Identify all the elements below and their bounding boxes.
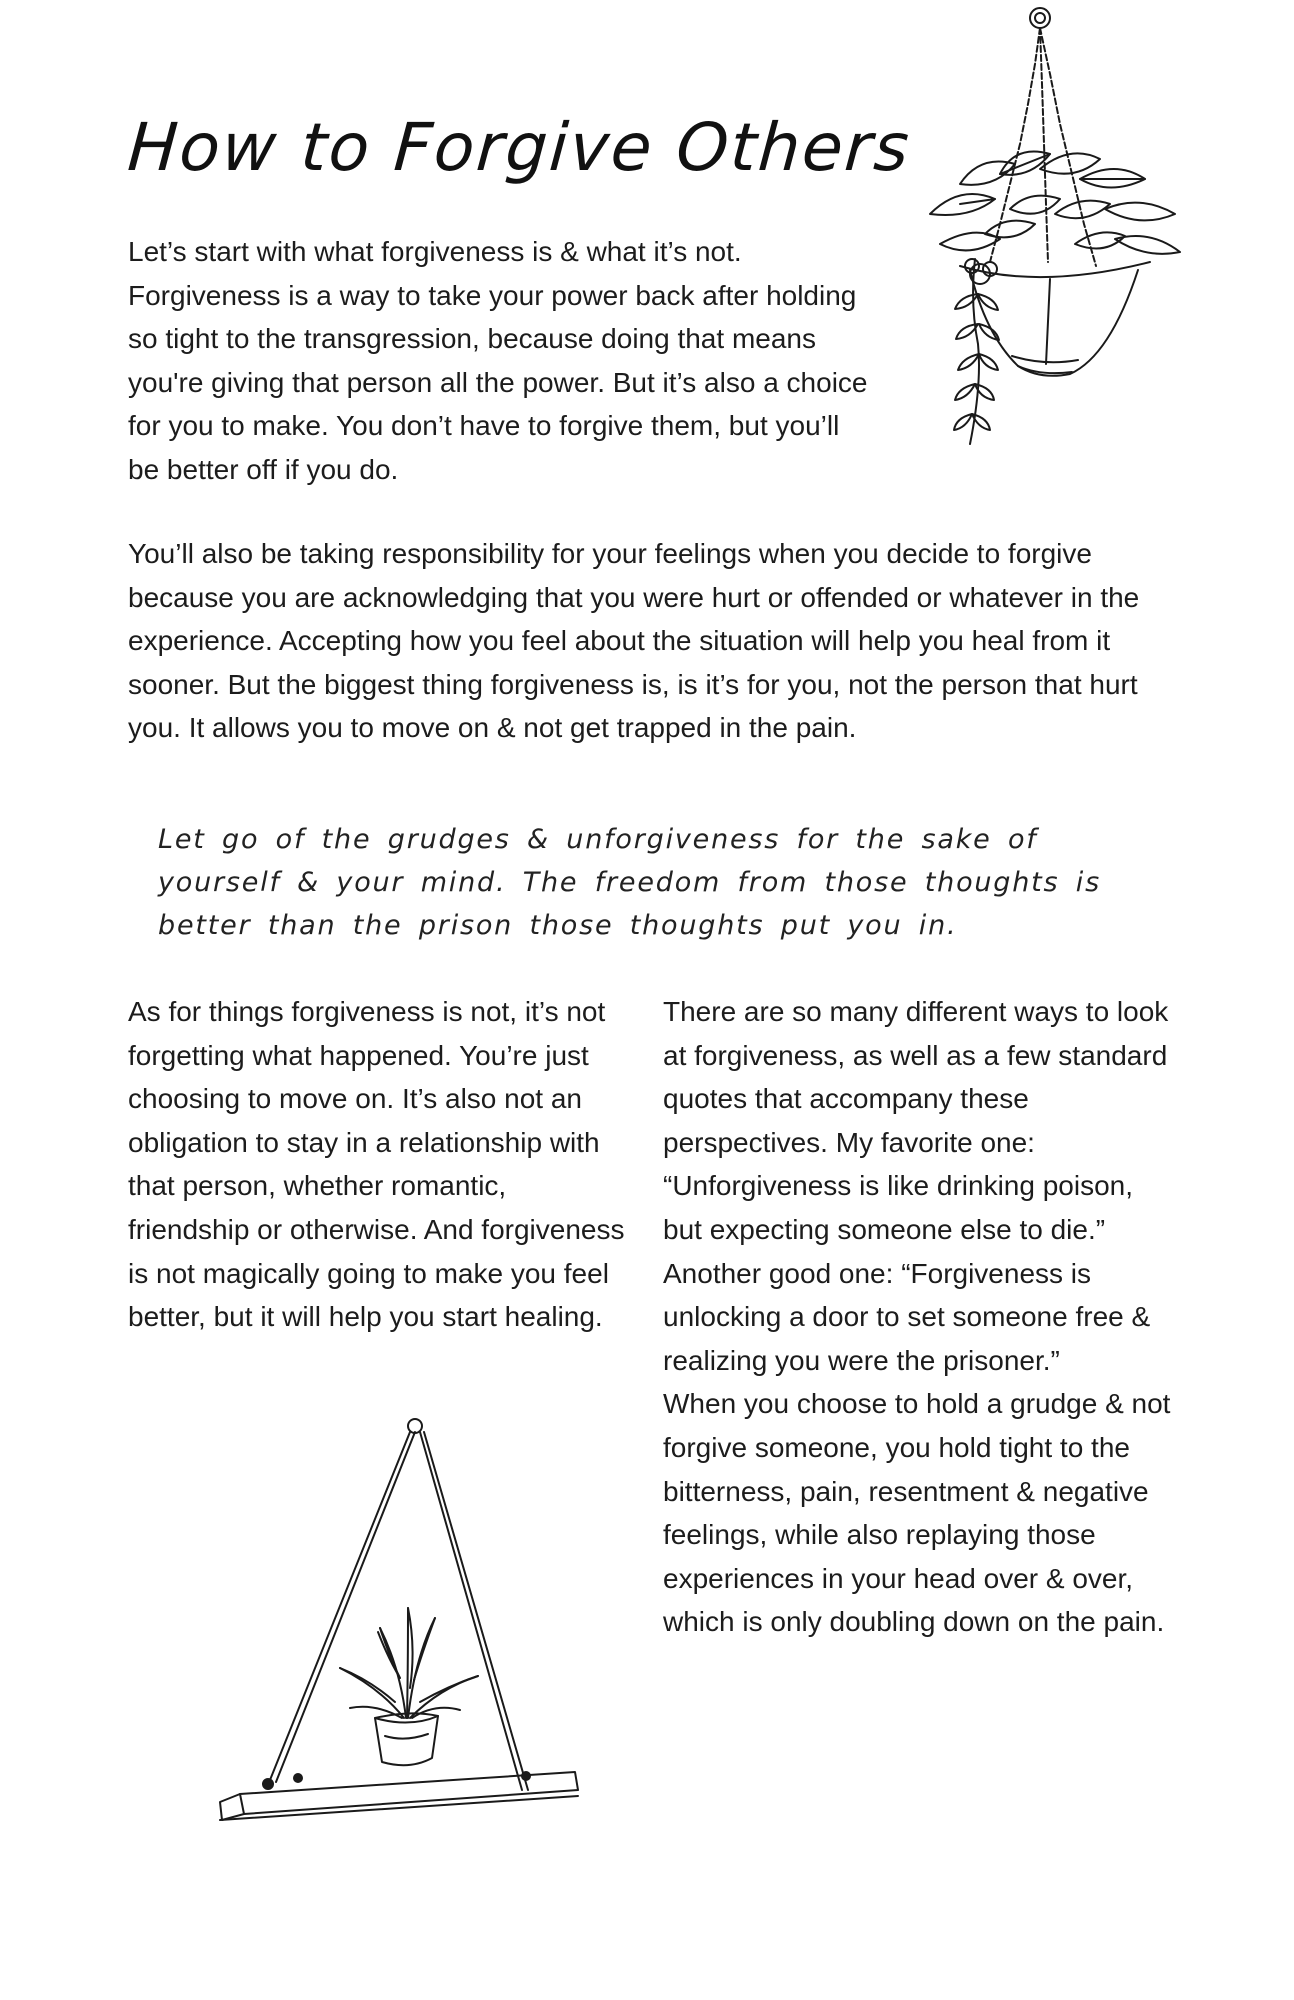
- shelf-plant-icon: [210, 1418, 590, 1834]
- right-column-paragraph-grudge: When you choose to hold a grudge & not forgive someone, you hold tight to the bitterness, pain, resentment & negative feelings, while also replaying those experiences in your head over & over, which is only doubling down on the pain.: [663, 1388, 1171, 1638]
- hanging-plant-icon: [900, 4, 1190, 456]
- page-title: How to Forgive Others: [125, 109, 914, 186]
- right-column-paragraph-quotes: There are so many different ways to look at forgiveness, as well as a few standard quotes that accompany these perspectives. My favorite one: “Unforgiveness is like drinking poison, but expecting someone else to die.” Another good one: “Forgiveness is unlocking a door to set someone free & realizing you were the prisoner.”: [663, 996, 1169, 1376]
- pull-quote: Let go of the grudges & unforgiveness for the sake of yourself & your mind. The freedom from those thoughts is better than the prison those thoughts put you in.: [158, 824, 1101, 941]
- responsibility-paragraph: You’ll also be taking responsibility for your feelings when you decide to forgive because you are acknowledging that you were hurt or offended or whatever in the experience. Accepting how you feel about the situation will help you heal from it sooner. But the biggest thing forgiveness is, is it’s for you, not the person that hurt you. It allows you to move on & not get trapped in the pain.: [128, 538, 1140, 744]
- intro-paragraph: Let’s start with what forgiveness is & what it’s not. Forgiveness is a way to take your power back after holding so tight to the transgression, because doing that means you're giving that person all the power. But it’s also a choice for you to make. You don’t have to forgive them, but you’ll be better off if you do.: [128, 236, 868, 485]
- left-column-paragraph: As for things forgiveness is not, it’s not forgetting what happened. You’re just choosing to move on. It’s also not an obligation to stay in a relationship with that person, whether romantic, friendship or otherwise. And forgiveness is not magically going to make you feel better, but it will help you start healing.: [128, 996, 625, 1333]
- right-column: [663, 990, 1173, 1644]
